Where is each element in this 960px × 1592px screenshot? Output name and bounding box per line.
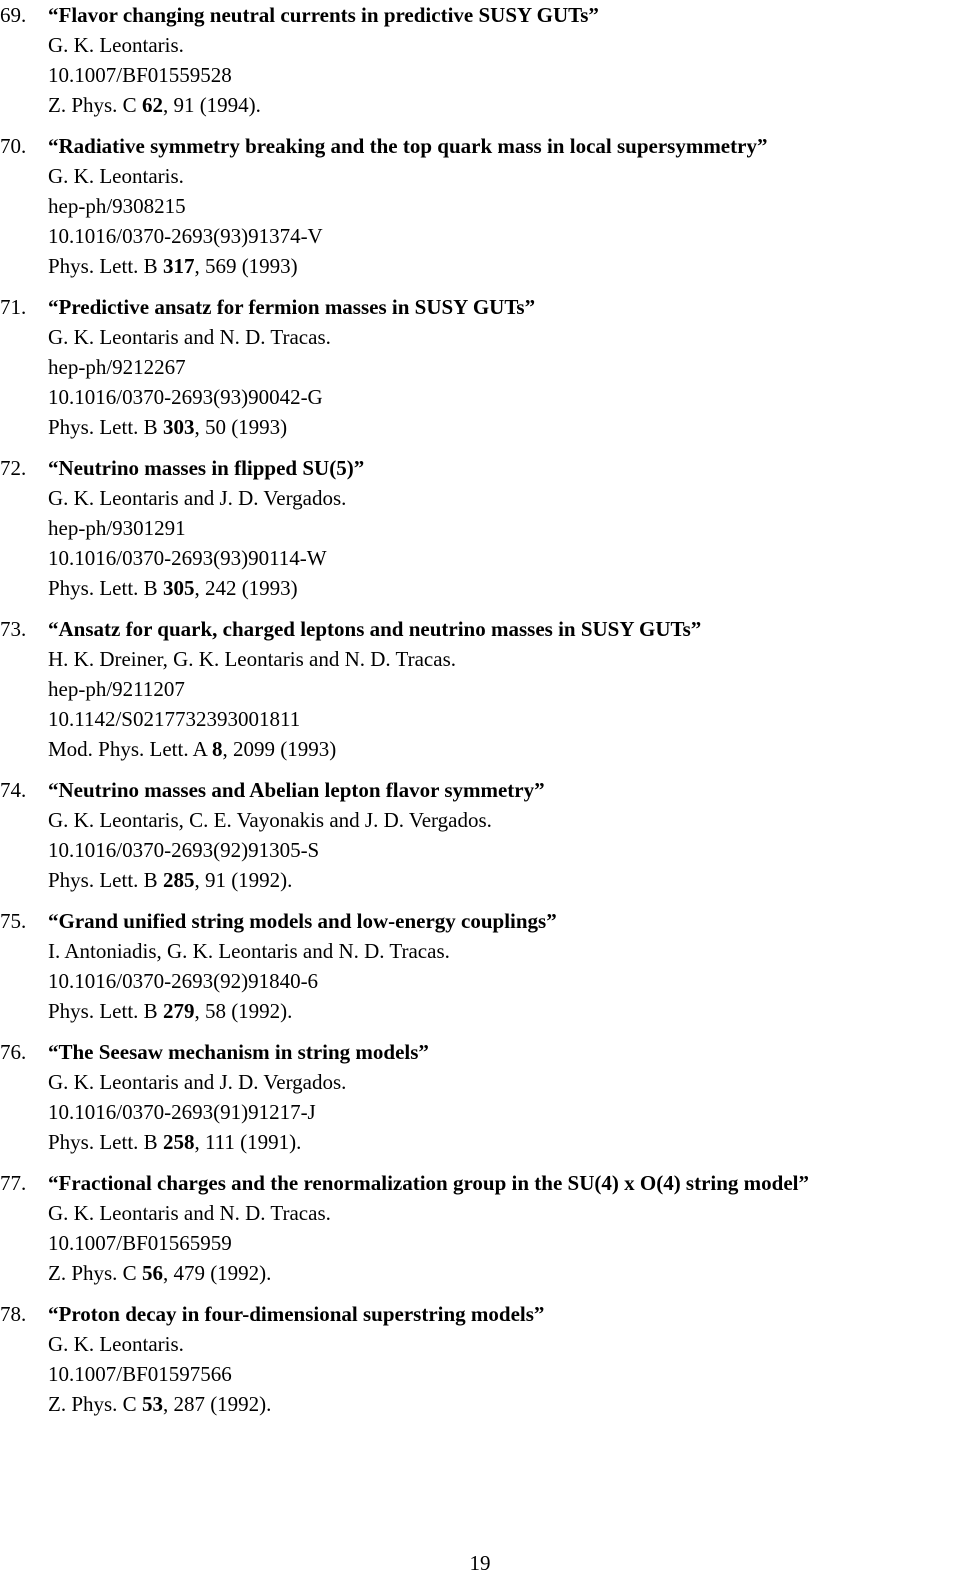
- entry-authors: H. K. Dreiner, G. K. Leontaris and N. D. Tracas.: [48, 647, 456, 671]
- entry-number: 75.: [0, 909, 27, 933]
- entry-title-line: [0, 1299, 960, 1329]
- entry-title: “Flavor changing neutral currents in predictive SUSY GUTs”: [48, 3, 599, 27]
- entry-authors: I. Antoniadis, G. K. Leontaris and N. D. Tracas.: [48, 939, 450, 963]
- entry-arxiv: hep-ph/9211207: [48, 677, 185, 701]
- entry-authors: G. K. Leontaris and N. D. Tracas.: [48, 1201, 331, 1225]
- journal-name: Phys. Lett. B: [48, 868, 163, 892]
- entry-journal: [0, 865, 960, 895]
- publication-entry: [0, 0, 960, 120]
- entry-doi: 10.1016/0370-2693(93)90042-G: [48, 385, 323, 409]
- entry-title: “Grand unified string models and low-energy couplings”: [48, 909, 557, 933]
- journal-name: Z. Phys. C: [48, 93, 142, 117]
- entry-arxiv: hep-ph/9301291: [48, 516, 186, 540]
- entry-title: “The Seesaw mechanism in string models”: [48, 1040, 429, 1064]
- entry-title-line: [0, 292, 960, 322]
- entry-title: “Neutrino masses in flipped SU(5)”: [48, 456, 365, 480]
- entry-title-line: [0, 1037, 960, 1067]
- entry-title: “Fractional charges and the renormalization group in the SU(4) x O(4) string model”: [48, 1171, 810, 1195]
- entry-authors: G. K. Leontaris and J. D. Vergados.: [48, 1070, 347, 1094]
- journal-volume: 53: [141, 1392, 163, 1416]
- entry-doi: 10.1016/0370-2693(92)91305-S: [48, 838, 320, 862]
- journal-volume: 303: [162, 415, 195, 439]
- entry-arxiv: hep-ph/9308215: [48, 194, 186, 218]
- entry-number: 76.: [0, 1040, 27, 1064]
- entry-journal: [0, 1127, 960, 1157]
- entry-authors: G. K. Leontaris.: [48, 33, 184, 57]
- entry-title-line: [0, 131, 960, 161]
- journal-name: Z. Phys. C: [48, 1392, 142, 1416]
- entry-number: 71.: [0, 295, 27, 319]
- publication-entry: [0, 775, 960, 895]
- entry-doi: 10.1016/0370-2693(93)90114-W: [48, 546, 327, 570]
- entry-journal: [0, 412, 960, 442]
- journal-name: Phys. Lett. B: [48, 999, 163, 1023]
- journal-volume: 258: [162, 1130, 195, 1154]
- journal-volume: 8: [211, 737, 223, 761]
- entry-journal: [0, 90, 960, 120]
- entry-authors: G. K. Leontaris.: [48, 164, 184, 188]
- entry-authors: G. K. Leontaris.: [48, 1332, 184, 1356]
- journal-volume: 305: [162, 576, 195, 600]
- entry-number: 70.: [0, 134, 27, 158]
- entry-number: 73.: [0, 617, 27, 641]
- journal-pages-year: , 569 (1993): [194, 254, 298, 278]
- entry-authors: G. K. Leontaris and J. D. Vergados.: [48, 486, 347, 510]
- entry-authors: G. K. Leontaris and N. D. Tracas.: [48, 325, 331, 349]
- journal-pages-year: , 91 (1992).: [194, 868, 293, 892]
- journal-pages-year: , 242 (1993): [194, 576, 298, 600]
- entry-title-line: [0, 906, 960, 936]
- journal-volume: 285: [162, 868, 195, 892]
- entry-title-line: [0, 0, 960, 30]
- entry-journal: [0, 251, 960, 281]
- entry-number: 72.: [0, 456, 27, 480]
- page-number: 19: [469, 1551, 491, 1575]
- journal-volume: 56: [141, 1261, 163, 1285]
- entry-doi: 10.1007/BF01559528: [48, 63, 232, 87]
- journal-name: Phys. Lett. B: [48, 576, 163, 600]
- entry-title-line: [0, 453, 960, 483]
- publication-entry: [0, 1299, 960, 1419]
- entry-title: “Radiative symmetry breaking and the top quark mass in local supersymmetry”: [48, 134, 768, 158]
- entry-journal: [0, 734, 960, 764]
- publication-entry: [0, 614, 960, 764]
- journal-pages-year: , 2099 (1993): [222, 737, 337, 761]
- journal-pages-year: , 111 (1991).: [194, 1130, 302, 1154]
- entry-title-line: [0, 1168, 960, 1198]
- journal-volume: 279: [162, 999, 195, 1023]
- publication-entry: [0, 1168, 960, 1288]
- entry-arxiv: hep-ph/9212267: [48, 355, 186, 379]
- entry-journal: [0, 996, 960, 1026]
- entry-title: “Neutrino masses and Abelian lepton flavor symmetry”: [48, 778, 545, 802]
- entry-title-line: [0, 614, 960, 644]
- entry-doi: 10.1007/BF01597566: [48, 1362, 232, 1386]
- publication-entry: [0, 131, 960, 281]
- journal-name: Phys. Lett. B: [48, 254, 163, 278]
- entry-title-line: [0, 775, 960, 805]
- entry-journal: [0, 1258, 960, 1288]
- entry-journal: [0, 1389, 960, 1419]
- journal-pages-year: , 50 (1993): [194, 415, 288, 439]
- journal-name: Phys. Lett. B: [48, 415, 163, 439]
- journal-pages-year: , 91 (1994).: [162, 93, 261, 117]
- journal-volume: 62: [141, 93, 163, 117]
- publication-entry: [0, 453, 960, 603]
- publication-entry: [0, 292, 960, 442]
- journal-pages-year: , 479 (1992).: [162, 1261, 272, 1285]
- entry-title: “Ansatz for quark, charged leptons and neutrino masses in SUSY GUTs”: [48, 617, 702, 641]
- entry-number: 69.: [0, 3, 27, 27]
- entry-title: “Proton decay in four-dimensional superstring models”: [48, 1302, 545, 1326]
- entry-journal: [0, 573, 960, 603]
- entry-doi: 10.1007/BF01565959: [48, 1231, 232, 1255]
- entry-number: 78.: [0, 1302, 27, 1326]
- entry-number: 74.: [0, 778, 27, 802]
- entry-title: “Predictive ansatz for fermion masses in SUSY GUTs”: [48, 295, 536, 319]
- publication-entry: [0, 906, 960, 1026]
- journal-name: Mod. Phys. Lett. A: [48, 737, 212, 761]
- entry-authors: G. K. Leontaris, C. E. Vayonakis and J. D. Vergados.: [48, 808, 492, 832]
- entry-doi: 10.1142/S0217732393001811: [48, 707, 301, 731]
- entry-doi: 10.1016/0370-2693(91)91217-J: [48, 1100, 316, 1124]
- journal-volume: 317: [162, 254, 195, 278]
- entry-doi: 10.1016/0370-2693(93)91374-V: [48, 224, 323, 248]
- journal-name: Z. Phys. C: [48, 1261, 142, 1285]
- journal-name: Phys. Lett. B: [48, 1130, 163, 1154]
- journal-pages-year: , 58 (1992).: [194, 999, 293, 1023]
- journal-pages-year: , 287 (1992).: [162, 1392, 272, 1416]
- publication-entry: [0, 1037, 960, 1157]
- entry-doi: 10.1016/0370-2693(92)91840-6: [48, 969, 319, 993]
- entry-number: 77.: [0, 1171, 27, 1195]
